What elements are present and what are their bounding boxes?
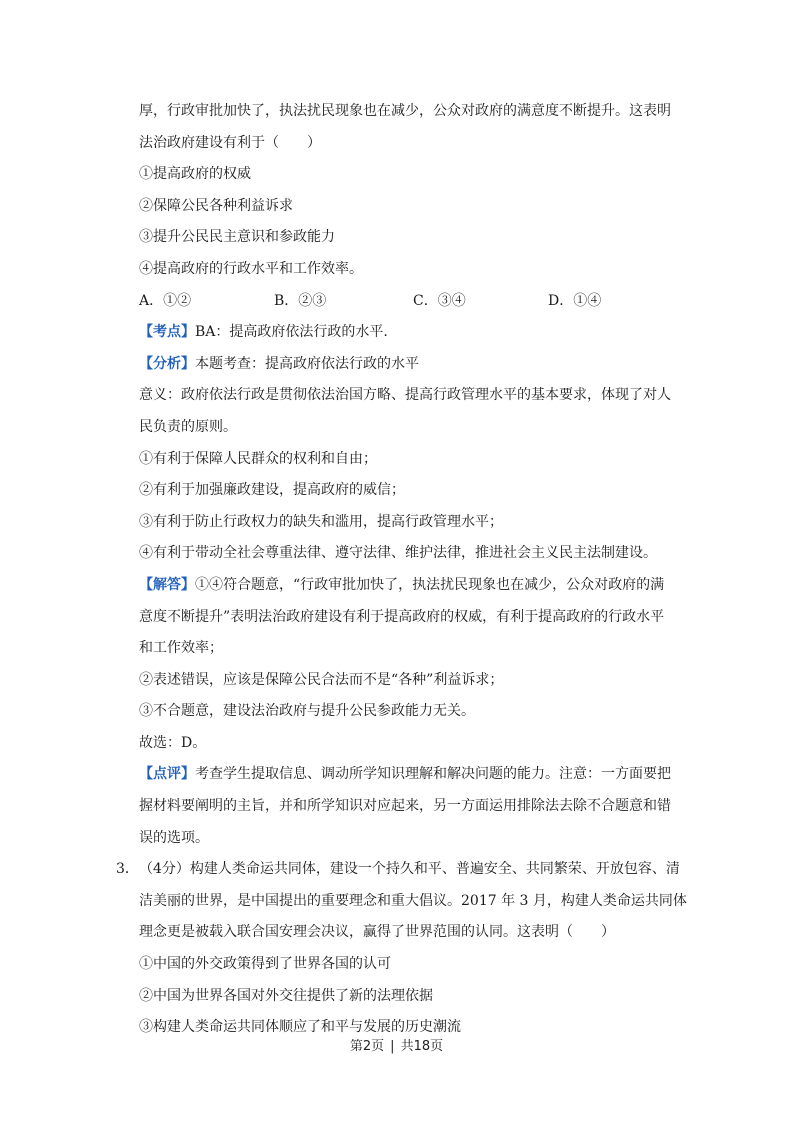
fenxi-text: 本题考查：提高政府依法行政的水平 [195,355,419,372]
dianping-body-line: 握材料要阐明的主旨，并和所学知识对应起来，另一方面运用排除法去除不合题意和错 [139,798,671,815]
fenxi-body-line: 意义：政府依法行政是贯彻依法治国方略、提高行政管理水平的基本要求，体现了对人 [139,387,671,404]
footer-separator: | [390,1039,395,1054]
jieda-answer-line: 故选：D。 [139,734,207,751]
kaodian-line [0,317,793,349]
fenxi-body-line: ②有利于加强廉政建设，提高政府的威信； [139,482,405,499]
answer-options [0,286,793,318]
fenxi-body-line: ③有利于防止行政权力的缺失和滥用，提高行政管理水平； [139,513,503,530]
jieda-body-line: 和工作效率； [139,640,223,657]
jieda-tag: 【解答】 [139,576,195,593]
question-2-item: ④提高政府的行政水平和工作效率。 [139,260,363,277]
dianping-text: 考查学生提取信息、调动所学知识理解和解决问题的能力。注意：一方面要把 [195,766,671,783]
question-3-number: 3． [116,861,139,878]
dianping-body-line: 误的选项。 [139,829,209,846]
kaodian-tag: 【考点】 [139,324,195,341]
question-3-text: （4分）构建人类命运共同体，建设一个持久和平、普遍安全、共同繁荣、开放包容、清 [139,861,680,878]
option-b: B．②③ [274,292,327,309]
question-2-item: ②保障公民各种利益诉求 [139,197,293,214]
question-3-stem-line: 理念更是被载入联合国安理会决议，赢得了世界范围的认同。这表明（ ） [139,924,615,941]
question-3-item: ②中国为世界各国对外交往提供了新的法理依据 [139,987,433,1004]
question-2-item: ①提高政府的权威 [139,166,251,183]
fenxi-body-line: ①有利于保障人民群众的权利和自由； [139,450,377,467]
option-d: D．①④ [548,292,602,309]
question-3-stem-line: 洁美丽的世界，是中国提出的重要理念和重大倡议。2017 年 3 月，构建人类命运共同体 [139,892,687,909]
page-content [0,96,793,1044]
jieda-line [0,570,793,602]
jieda-body-line: ③不合题意，建设法治政府与提升公民参政能力无关。 [139,703,475,720]
question-3-stem-line [0,854,793,886]
jieda-body-line: ②表述错误，应该是保障公民合法而不是“各种”利益诉求； [139,671,504,688]
fenxi-body-line: ④有利于带动全社会尊重法律、遵守法律、维护法律，推进社会主义民主法制建设。 [139,545,657,562]
question-2-stem-line: 厚，行政审批加快了，执法扰民现象也在减少，公众对政府的满意度不断提升。这表明 [139,103,671,119]
question-3-item: ①中国的外交政策得到了世界各国的认可 [139,956,391,973]
question-2-item: ③提升公民民主意识和参政能力 [139,229,335,246]
fenxi-tag: 【分析】 [139,355,195,372]
footer-total-pages: 共18页 [400,1039,444,1054]
question-3-item: ③构建人类命运共同体顺应了和平与发展的历史潮流 [139,1019,461,1036]
kaodian-text: BA：提高政府依法行政的水平. [195,324,388,341]
dianping-tag: 【点评】 [139,766,195,783]
fenxi-body-line: 民负责的原则。 [139,418,237,435]
option-c: C．③④ [413,292,466,309]
option-a: A．①② [139,292,192,309]
page-footer [0,1035,793,1054]
jieda-text: ①④符合题意，“行政审批加快了，执法扰民现象也在减少，公众对政府的满 [195,576,665,593]
dianping-line [0,759,793,791]
fenxi-line [0,349,793,381]
question-2-stem-line: 法治政府建设有利于（ ） [139,134,321,151]
jieda-body-line: 意度不断提升”表明法治政府建设有利于提高政府的权威，有利于提高政府的行政水平 [139,608,665,625]
footer-page-number: 第2页 [349,1039,385,1054]
